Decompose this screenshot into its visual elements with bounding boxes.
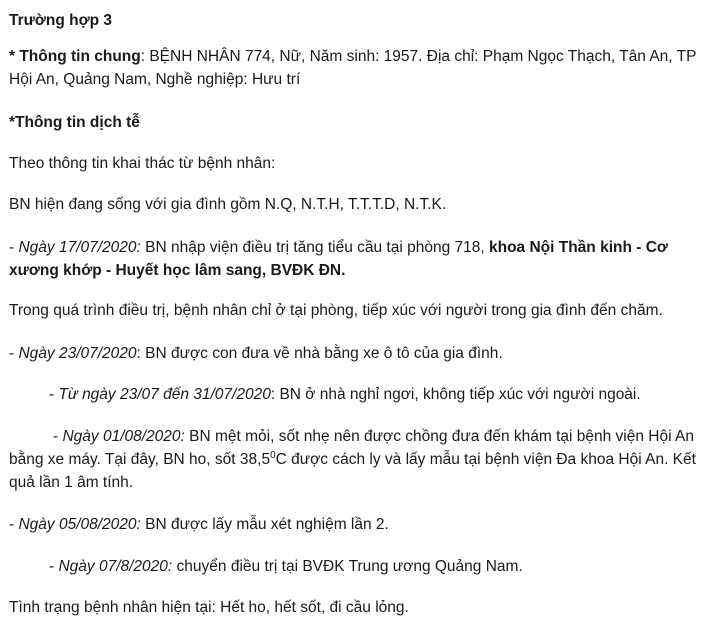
general-info-text: : BỆNH NHÂN 774, Nữ, Năm sinh: 1957. Địa chỉ: Phạm Ngọc Thạch, Tân An, TP Hội An, Quảng Nam, Nghề nghiệp: Hưu trí bbox=[9, 48, 697, 88]
event-date: Ngày 07/8/2020: bbox=[58, 558, 173, 575]
event-date: Ngày 05/08/2020: bbox=[18, 516, 141, 533]
general-info-paragraph bbox=[9, 45, 701, 91]
event-date: Ngày 17/07/2020: bbox=[18, 239, 141, 256]
event-date: Ngày 23/07/2020 bbox=[18, 345, 137, 362]
department-name: khoa Nội Thần kinh - Cơ xương khớp - Huyết học lâm sang, BVĐK ĐN. bbox=[9, 239, 668, 279]
family-paragraph: BN hiện đang sống với gia đình gồm N.Q, N.T.H, T.T.T.D, N.T.K. bbox=[9, 196, 447, 213]
case-title: Trường hợp 3 bbox=[9, 12, 113, 29]
event-07-08: - Ngày 07/8/2020: chuyển điều trị tại BVĐK Trung ương Quảng Nam. bbox=[49, 558, 523, 575]
event-05-08: - Ngày 05/08/2020: BN được lấy mẫu xét nghiệm lần 2. bbox=[9, 516, 389, 533]
event-date: Từ ngày 23/07 đến 31/07/2020 bbox=[58, 386, 271, 403]
treatment-paragraph: Trong quá trình điều trị, bệnh nhân chỉ ở tại phòng, tiếp xúc với người trong gia đình đến chăm. bbox=[9, 302, 663, 319]
general-info-label: * Thông tin chung bbox=[9, 48, 141, 65]
current-status-paragraph: Tình trạng bệnh nhân hiện tại: Hết ho, hết sốt, đi cầu lỏng. bbox=[9, 599, 409, 616]
event-17-07: - Ngày 17/07/2020: BN nhập viện điều trị tăng tiểu cầu tại phòng 718, khoa Nội Thần kinh - Cơ xương khớp - Huyết học lâm sang, BVĐK ĐN. bbox=[9, 239, 668, 279]
event-01-08: - Ngày 01/08/2020: BN mệt mỏi, sốt nhẹ nên được chồng đưa đến khám tại bệnh viện Hội An bằng xe máy. Tại đây, BN ho, sốt 38,5$^0$C được cách ly và lấy mẫu tại bệnh viện Đa khoa Hội An. Kết quả lần 1 âm tính. bbox=[9, 428, 696, 491]
event-23-31-07: - Từ ngày 23/07 đến 31/07/2020: BN ở nhà nghỉ ngơi, không tiếp xúc với người ngoài. bbox=[49, 386, 641, 403]
epidemiology-heading: *Thông tin dịch tễ bbox=[9, 114, 140, 131]
intro-paragraph: Theo thông tin khai thác từ bệnh nhân: bbox=[9, 155, 276, 172]
event-date: Ngày 01/08/2020: bbox=[62, 428, 185, 445]
event-23-07: - Ngày 23/07/2020: BN được con đưa về nhà bằng xe ô tô của gia đình. bbox=[9, 345, 503, 362]
degree-superscript: 0 bbox=[270, 450, 276, 461]
